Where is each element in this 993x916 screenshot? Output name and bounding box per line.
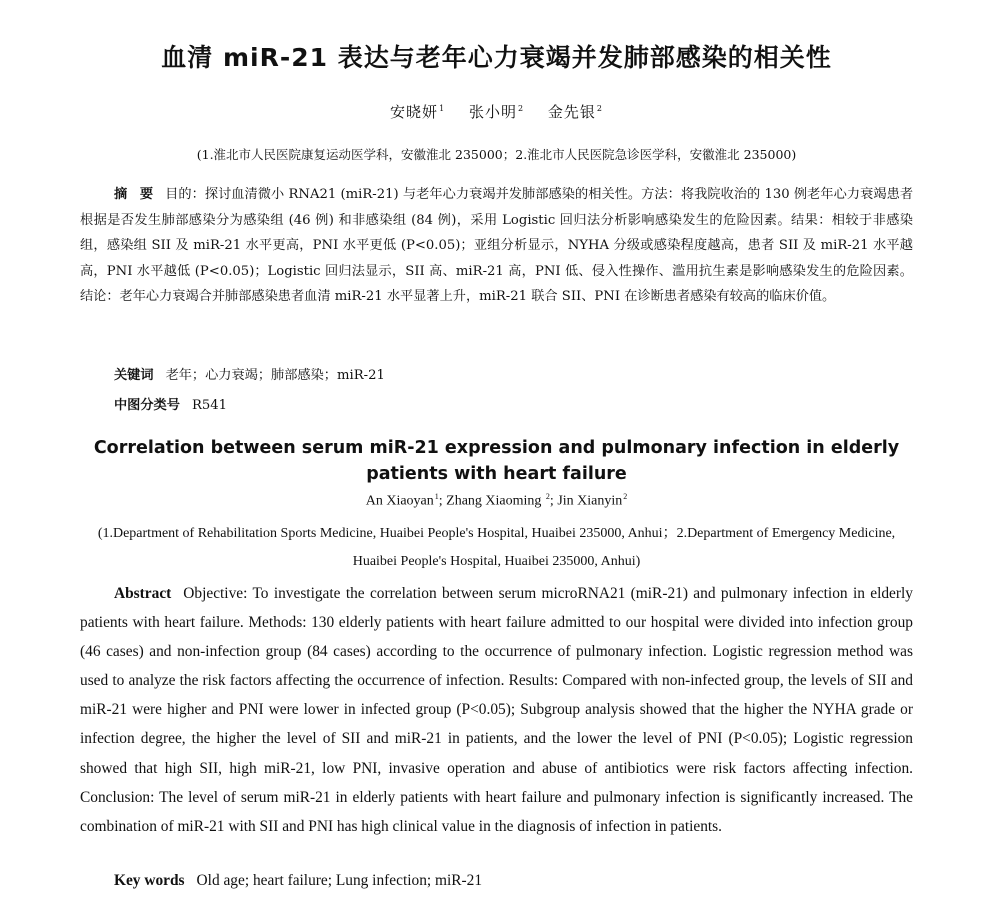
author-affiliation-mark: 2 [623,492,628,501]
author-name: 张小明 [468,103,517,121]
chinese-keywords [114,364,385,383]
english-authors: An Xiaoyan$^1$; Zhang Xiaoming $^2$; Jin Xianyin$^2$ [365,492,628,509]
chinese-abstract [80,182,913,310]
english-abstract-text: Objective: To investigate the correlation between serum microRNA21 (miR-21) and pulmonary infection in elderly patients with heart failure. Methods: 130 elderly patients with heart failure admitted to our hospital were divided into infection group (46 cases) and non-infection group (84 cases) according to the occurrence of pulmonary infection. Logistic regression method was used to analyze the risk factors affecting the occurrence of infection. Results: Compared with non-infected group, the levels of SII and miR-21 were higher and PNI were lower in infected group (P<0.05); Subgroup analysis showed that the higher the NYHA grade or infection degree, the higher the level of SII and miR-21 in patients, and the lower the level of PNI (P<0.05); Logistic regression showed that high SII, high miR-21, low PNI, invasive operation and abuse of antibiotics were risk factors affecting infection. Conclusion: The level of serum miR-21 in elderly patients with heart failure and pulmonary infection is significantly increased. The combination of miR-21 with SII and PNI has high clinical value in the diagnosis of infection in patients. [80,585,913,835]
author-affiliation-mark: 2 [517,104,525,113]
chinese-authors [0,101,993,122]
chinese-classification-code: R541 [191,398,228,413]
author-affiliation-mark: 1 [434,492,439,501]
english-abstract [80,579,913,841]
author-affiliation-mark: 2 [596,104,603,113]
author-name: 金先银 [547,103,596,121]
chinese-abstract-label: 摘 要 [114,187,158,202]
author-name: Jin Xianyin [557,493,623,509]
author-name: An Xiaoyan [365,493,434,509]
author-name: Zhang Xiaoming [446,493,542,509]
chinese-title: 血清 miR-21 表达与老年心力衰竭并发肺部感染的相关性 [161,43,832,72]
english-title: Correlation between serum miR-21 expression and pulmonary infection in elderly patients with heart failure [93,438,900,484]
chinese-classification-label: 中图分类号 [114,398,180,413]
chinese-classification [114,394,227,413]
chinese-affiliations: (1.淮北市人民医院康复运动医学科，安徽淮北 235000；2.淮北市人民医院急诊医学科，安徽淮北 235000) [196,147,797,162]
chinese-keywords-label: 关键词 [114,368,154,383]
english-keywords [114,872,482,890]
chinese-abstract-text: 目的：探讨血清微小 RNA21 (miR-21) 与老年心力衰竭并发肺部感染的相关性。方法：将我院收治的 130 例老年心力衰竭患者根据是否发生肺部感染分为感染组 (46 例) 和非感染组 (84 例)，采用 Logistic 回归法分析影响感染发生的危险因素。结果：相较于非感染组，感染组 SII 及 miR-21 水平更高，PNI 水平更低 (P<0.05)；亚组分析显示，NYHA 分级或感染程度越高，患者 SII 及 miR-21 水平越高，PNI 水平越低 (P<0.05)；Logistic 回归法显示，SII 高、miR-21 高，PNI 低、侵入性操作、滥用抗生素是影响感染发生的危险因素。结论：老年心力衰竭合并肺部感染患者血清 miR-21 水平显著上升，miR-21 联合 SII、PNI 在诊断患者感染有较高的临床价值。 [80,187,914,305]
english-keywords-label: Key words [114,872,185,889]
author-name: 安晓妍 [390,103,439,121]
english-abstract-label: Abstract [114,585,172,602]
english-affiliations: (1.Department of Rehabilitation Sports Medicine, Huaibei People's Hospital, Huaibei 235000, Anhui；2.Department of Emergency Medicine, Huaibei People's Hospital, Huaibei 235000, Anhui) [97,526,896,569]
english-keywords-text: Old age; heart failure; Lung infection; miR-21 [196,872,483,889]
chinese-keywords-text: 老年；心力衰竭；肺部感染；miR-21 [165,368,385,383]
author-affiliation-mark: 1 [439,104,446,113]
author-affiliation-mark: 2 [545,492,550,501]
